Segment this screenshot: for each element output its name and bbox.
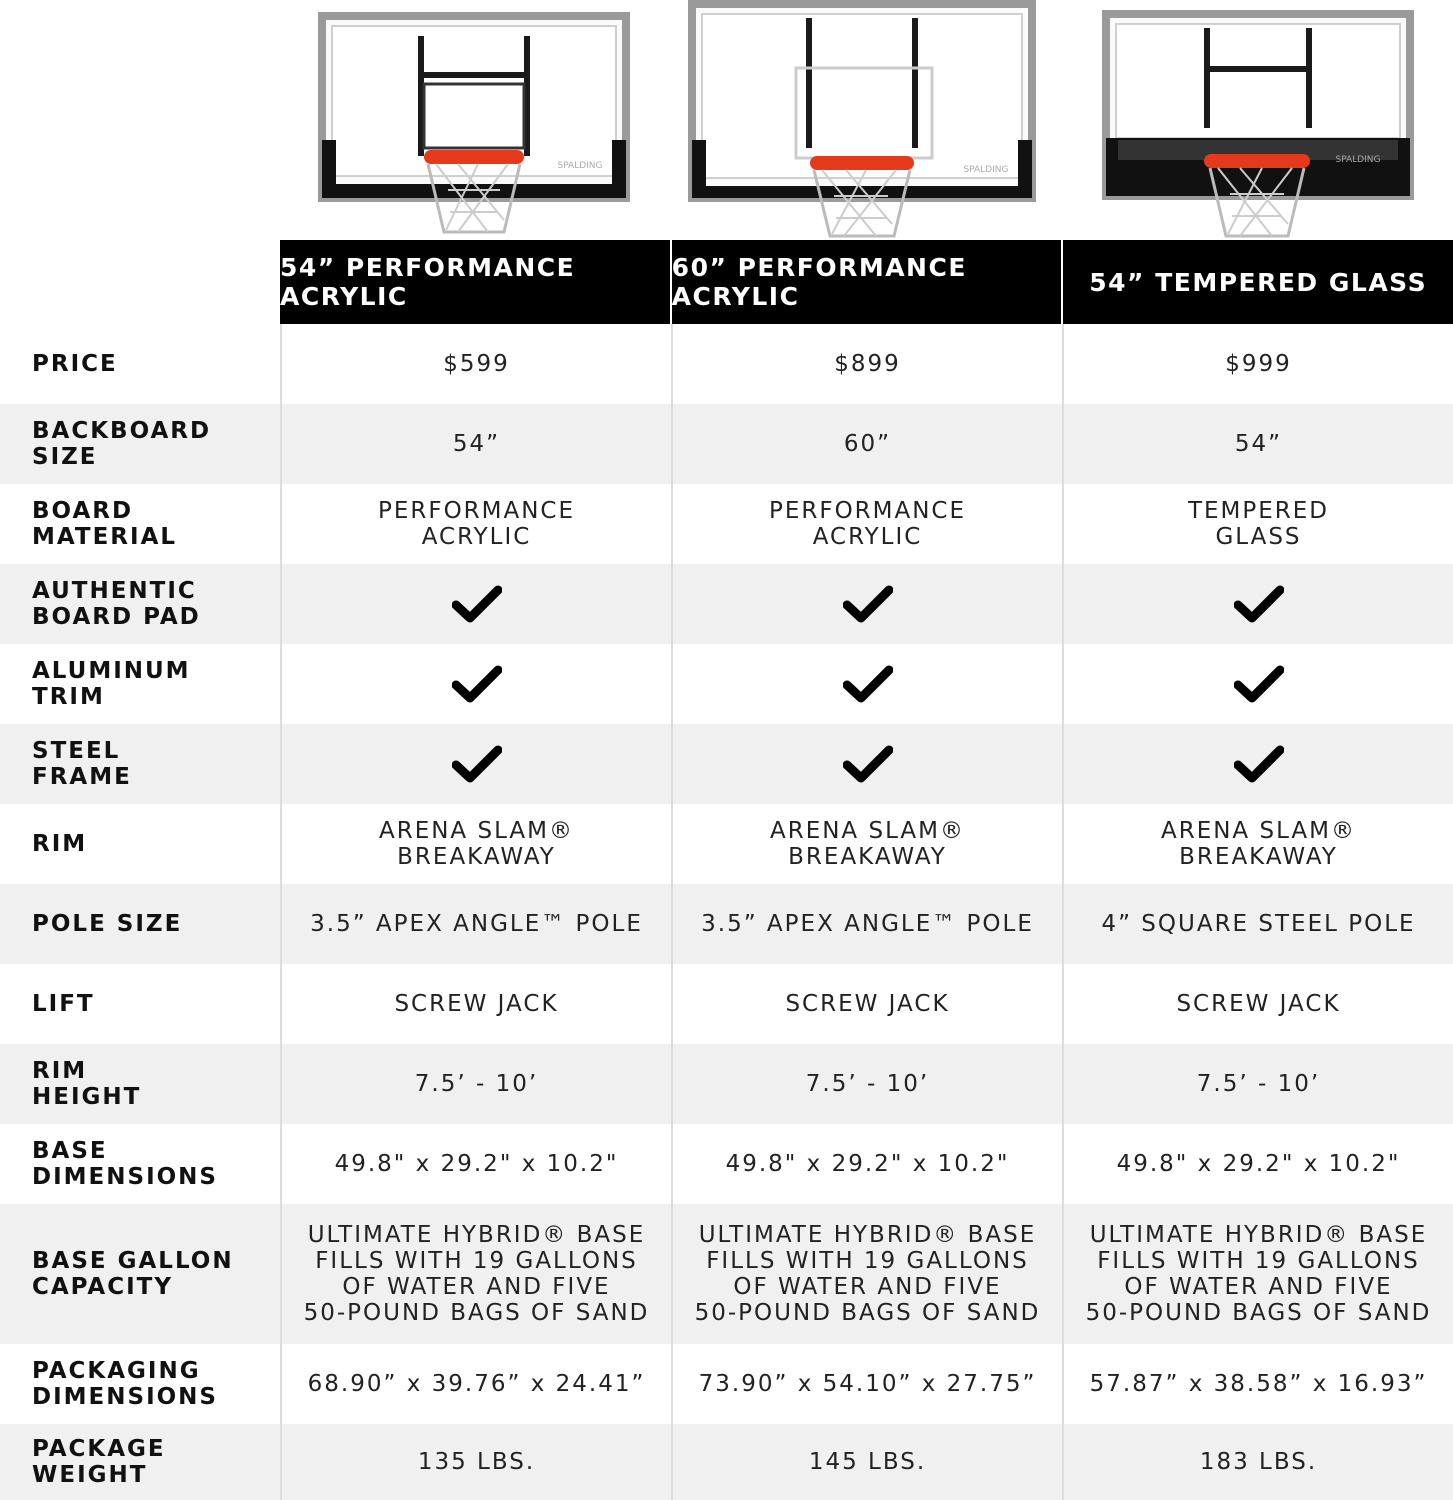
table-cell: PERFORMANCE ACRYLIC (671, 484, 1062, 564)
table-row (0, 884, 1453, 964)
table-cell: PERFORMANCE ACRYLIC (280, 484, 671, 564)
table-cell: 60” (671, 404, 1062, 484)
comparison-table (0, 324, 1453, 1500)
table-row (0, 484, 1453, 564)
table-cell: ARENA SLAM® BREAKAWAY (671, 804, 1062, 884)
table-cell: 145 LBS. (671, 1424, 1062, 1500)
table-row (0, 1204, 1453, 1344)
table-cell: 73.90” x 54.10” x 27.75” (671, 1344, 1062, 1424)
table-row (0, 1344, 1453, 1424)
table-cell: 183 LBS. (1062, 1424, 1453, 1500)
table-row (0, 1424, 1453, 1500)
row-label: RIM HEIGHT (32, 1058, 142, 1110)
check-icon (280, 564, 671, 644)
spalding-logo: SPALDING (1335, 155, 1381, 165)
check-icon (671, 724, 1062, 804)
table-cell: ULTIMATE HYBRID® BASE FILLS WITH 19 GALLONS OF WATER AND FIVE 50-POUND BAGS OF SAND (671, 1204, 1062, 1344)
column-header-row (280, 240, 1453, 324)
table-cell: 54” (280, 404, 671, 484)
table-cell: 54” (1062, 404, 1453, 484)
check-icon (280, 644, 671, 724)
row-label: RIM (32, 831, 88, 857)
check-icon (1062, 564, 1453, 644)
row-label: PRICE (32, 351, 118, 377)
table-cell: 7.5’ - 10’ (1062, 1044, 1453, 1124)
column-header-54-tempered-glass: 54” TEMPERED GLASS (1061, 240, 1453, 324)
table-cell: 7.5’ - 10’ (671, 1044, 1062, 1124)
table-cell: 57.87” x 38.58” x 16.93” (1062, 1344, 1453, 1424)
hoop-image-54-tempered-glass (1100, 0, 1416, 240)
table-row (0, 404, 1453, 484)
table-cell: ULTIMATE HYBRID® BASE FILLS WITH 19 GALLONS OF WATER AND FIVE 50-POUND BAGS OF SAND (1062, 1204, 1453, 1344)
check-icon (671, 564, 1062, 644)
table-row (0, 1124, 1453, 1204)
table-cell: ARENA SLAM® BREAKAWAY (280, 804, 671, 884)
table-cell: $899 (671, 324, 1062, 404)
hoop-image-60-performance-acrylic (686, 0, 1038, 240)
row-label: BOARD MATERIAL (32, 498, 178, 550)
table-cell: 49.8" x 29.2" x 10.2" (280, 1124, 671, 1204)
table-cell: 49.8" x 29.2" x 10.2" (1062, 1124, 1453, 1204)
row-label: BASE GALLON CAPACITY (32, 1248, 234, 1300)
table-row (0, 964, 1453, 1044)
spalding-logo: SPALDING (557, 161, 603, 171)
check-icon (280, 724, 671, 804)
table-cell: TEMPERED GLASS (1062, 484, 1453, 564)
table-row (0, 724, 1453, 804)
check-icon (1062, 724, 1453, 804)
table-cell: 3.5” APEX ANGLE™ POLE (280, 884, 671, 964)
table-cell: ARENA SLAM® BREAKAWAY (1062, 804, 1453, 884)
table-row (0, 564, 1453, 644)
table-row (0, 804, 1453, 884)
table-cell: 49.8" x 29.2" x 10.2" (671, 1124, 1062, 1204)
check-icon (1062, 644, 1453, 724)
table-row (0, 1044, 1453, 1124)
table-cell: 7.5’ - 10’ (280, 1044, 671, 1124)
table-cell: 4” SQUARE STEEL POLE (1062, 884, 1453, 964)
table-cell: $999 (1062, 324, 1453, 404)
row-label: BACKBOARD SIZE (32, 418, 212, 470)
table-cell: SCREW JACK (671, 964, 1062, 1044)
table-cell: 68.90” x 39.76” x 24.41” (280, 1344, 671, 1424)
row-label: PACKAGE WEIGHT (32, 1436, 166, 1488)
row-label: STEEL FRAME (32, 738, 132, 790)
hoop-image-54-performance-acrylic (318, 0, 630, 240)
row-label: PACKAGING DIMENSIONS (32, 1358, 218, 1410)
row-label: AUTHENTIC BOARD PAD (32, 578, 201, 630)
row-label: ALUMINUM TRIM (32, 658, 191, 710)
table-row (0, 644, 1453, 724)
spalding-logo: SPALDING (963, 165, 1009, 175)
column-header-60-performance-acrylic: 60” PERFORMANCE ACRYLIC (670, 240, 1062, 324)
row-label: LIFT (32, 991, 95, 1017)
check-icon (671, 644, 1062, 724)
table-cell: 135 LBS. (280, 1424, 671, 1500)
column-header-54-performance-acrylic: 54” PERFORMANCE ACRYLIC (280, 240, 670, 324)
table-cell: SCREW JACK (1062, 964, 1453, 1044)
table-cell: $599 (280, 324, 671, 404)
table-cell: ULTIMATE HYBRID® BASE FILLS WITH 19 GALLONS OF WATER AND FIVE 50-POUND BAGS OF SAND (280, 1204, 671, 1344)
table-row (0, 324, 1453, 404)
row-label: POLE SIZE (32, 911, 183, 937)
table-cell: SCREW JACK (280, 964, 671, 1044)
table-cell: 3.5” APEX ANGLE™ POLE (671, 884, 1062, 964)
row-label: BASE DIMENSIONS (32, 1138, 218, 1190)
